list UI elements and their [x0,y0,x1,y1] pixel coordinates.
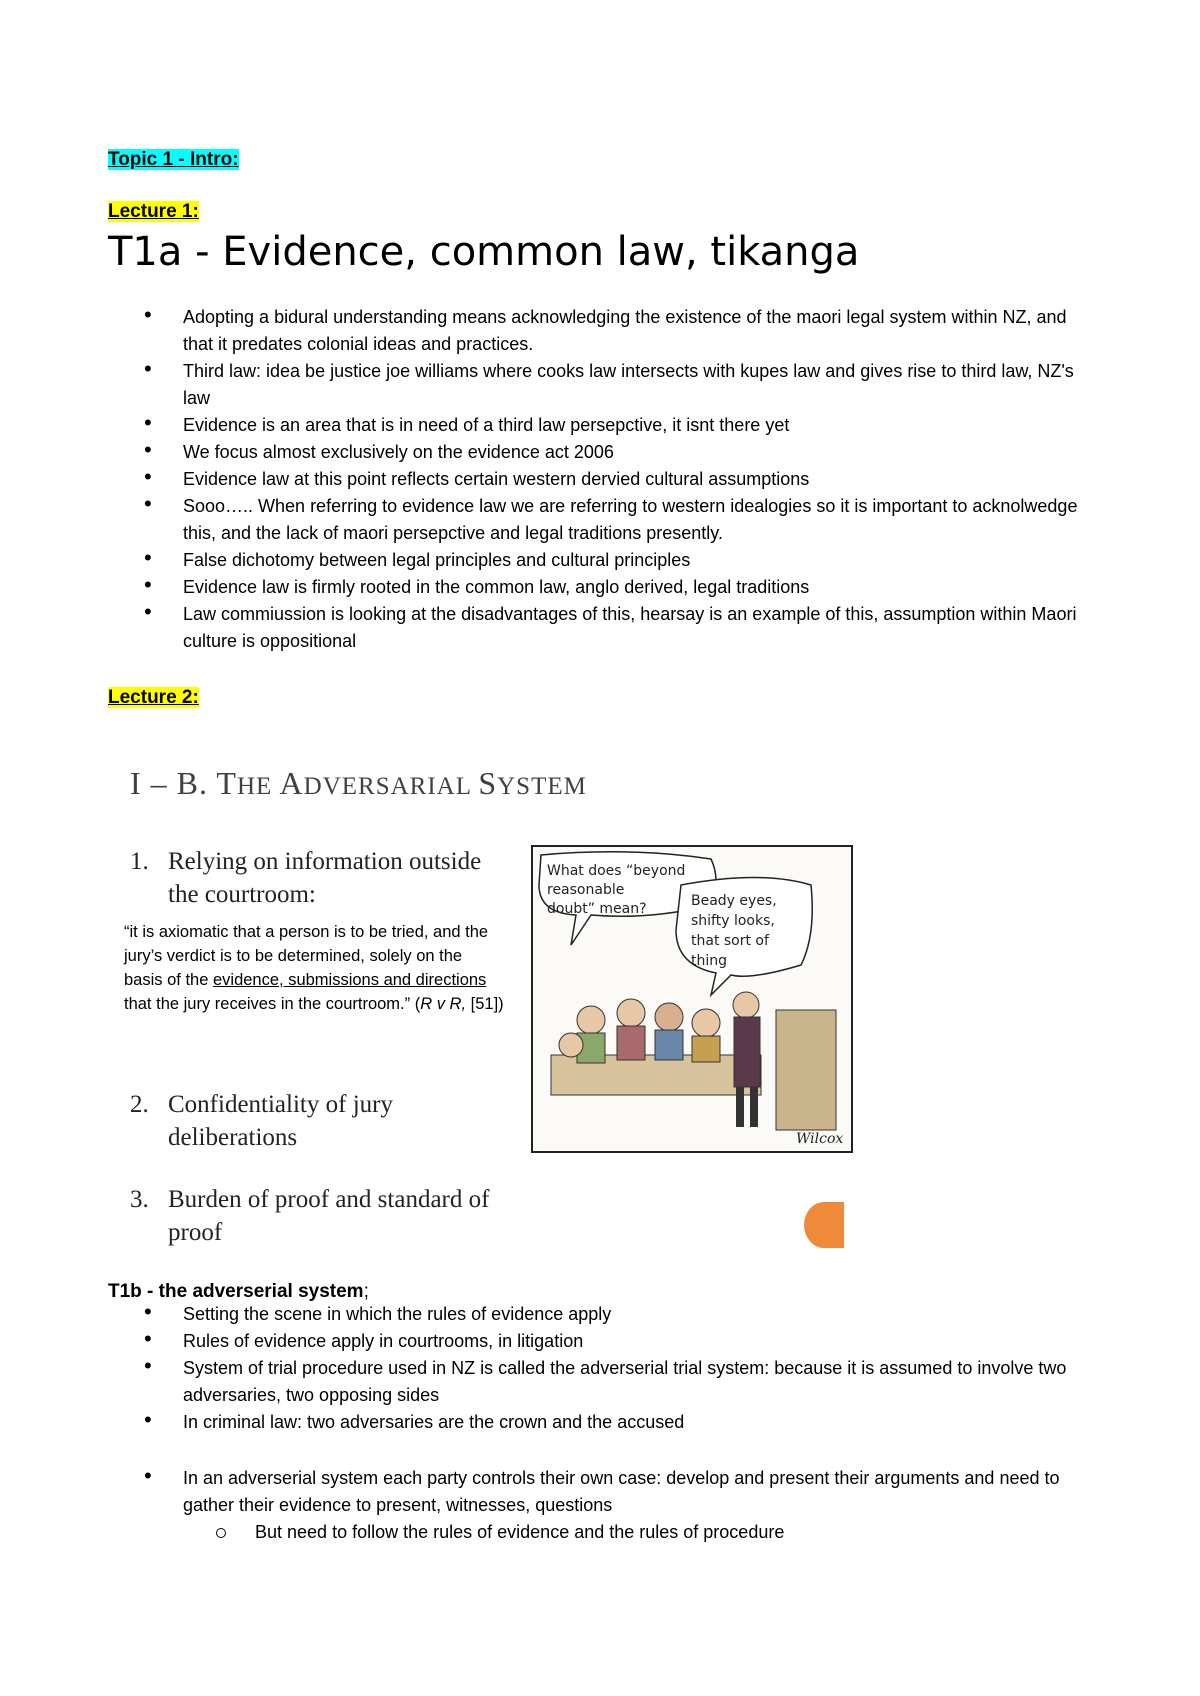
bullet-icon: • [144,572,152,597]
slide-quote: “it is axiomatic that a person is to be tried, and the jury’s verdict is to be determined, solely on the basis of the evidence, submissions and directions that the jury receives in the courtroom.” (R v R, [51]) [124,923,504,1013]
list-item [0,493,1200,547]
slide-item-2: 2. Confidentiality of jury deliberations [130,1091,393,1151]
list-item [0,466,1200,493]
bullet-icon: • [144,1353,152,1378]
list-item-text: Third law: idea be justice joe williams where cooks law intersects with kupes law and gives rise to third law, NZ's law [183,361,1074,408]
list-item [0,1465,1200,1519]
slide-item-3: 3. Burden of proof and standard of proof [130,1186,490,1246]
lecture2-heading: Lecture 2: [108,687,199,708]
list-item-text: Sooo….. When referring to evidence law we are referring to western idealogies so it is important to acknolwedge this, and the lack of maori persepctive and legal traditions presently. [183,496,1078,543]
list-item [0,1355,1200,1409]
bullet-icon: • [144,545,152,570]
list-item-text: False dichotomy between legal principles and cultural principles [183,550,691,570]
bullet-icon: • [144,599,152,624]
t1a-heading: T1a - Evidence, common law, tikanga [108,229,860,275]
slide-item-1: 1. Relying on information outside the courtroom: [130,848,482,908]
orange-slide-marker [804,1202,844,1248]
lecture1-heading: Lecture 1: [108,201,199,222]
list-item-text: Evidence is an area that is in need of a third law persepctive, it isnt there yet [183,415,790,435]
slide-title: I – B. THE ADVERSARIAL SYSTEM [130,765,587,801]
topic-heading: Topic 1 - Intro: [108,149,239,170]
list-item [0,304,1200,358]
cartoon-bubble-1-line1: What does “beyond [547,863,686,879]
list-item-text: Rules of evidence apply in courtrooms, in litigation [183,1331,584,1351]
list-item [0,358,1200,412]
list-item [0,1328,1200,1355]
list-item-text: Evidence law at this point reflects certain western dervied cultural assumptions [183,469,810,489]
cartoon-signature: Wilcox [796,1131,844,1147]
list-item [0,1301,1200,1328]
cartoon-bubble-2-line3: that sort of [691,933,769,949]
list-item [0,439,1200,466]
lecture-slide-image [108,765,868,1270]
jury-cartoon-illustration [531,845,853,1153]
bullet-icon: • [144,1407,152,1432]
cartoon-bubble-2-line4: thing [691,953,728,969]
list-item-text: In criminal law: two adversaries are the crown and the accused [183,1412,685,1432]
cartoon-bubble-2-line1: Beady eyes, [691,893,777,909]
circle-bullet-icon [216,1528,226,1538]
list-item-text: Law commiussion is looking at the disadvantages of this, hearsay is an example of this, assumption within Maori culture is oppositional [183,604,1077,651]
list-item-text: Adopting a bidural understanding means acknowledging the existence of the maori legal system within NZ, and that it predates colonial ideas and practices. [183,307,1067,354]
list-item [0,574,1200,601]
t1b-bullet-list-2 [0,1465,1200,1519]
bullet-icon: • [144,464,152,489]
bullet-icon: • [144,1299,152,1324]
cartoon-bubble-1-line3: doubt” mean? [547,901,647,917]
list-item-text: Setting the scene in which the rules of evidence apply [183,1304,612,1324]
bullet-icon: • [144,491,152,516]
list-item-text: System of trial procedure used in NZ is called the adverserial trial system: because it is assumed to involve two adversaries, two opposing sides [183,1358,1067,1405]
bullet-icon: • [144,1326,152,1351]
bullet-icon: • [144,1463,152,1488]
list-item-text: Evidence law is firmly rooted in the common law, anglo derived, legal traditions [183,577,810,597]
list-item [0,412,1200,439]
bullet-icon: • [144,302,152,327]
cartoon-bubble-2-line2: shifty looks, [691,913,775,929]
list-item [0,1409,1200,1436]
t1b-heading: T1b - the adverserial system; [108,1281,369,1302]
t1b-subbullet-list [0,1519,1200,1546]
bullet-icon: • [144,356,152,381]
sub-list-item [0,1519,1200,1546]
t1b-bullet-list [0,1301,1200,1436]
list-item-text: But need to follow the rules of evidence and the rules of procedure [255,1522,785,1542]
bullet-icon: • [144,410,152,435]
lecture1-bullet-list [0,304,1200,655]
cartoon-bubble-1-line2: reasonable [547,882,625,898]
bullet-icon: • [144,437,152,462]
list-item-text: We focus almost exclusively on the evidence act 2006 [183,442,614,462]
list-item [0,601,1200,655]
list-item-text: In an adverserial system each party controls their own case: develop and present their arguments and need to gather their evidence to present, witnesses, questions [183,1468,1060,1515]
list-item [0,547,1200,574]
